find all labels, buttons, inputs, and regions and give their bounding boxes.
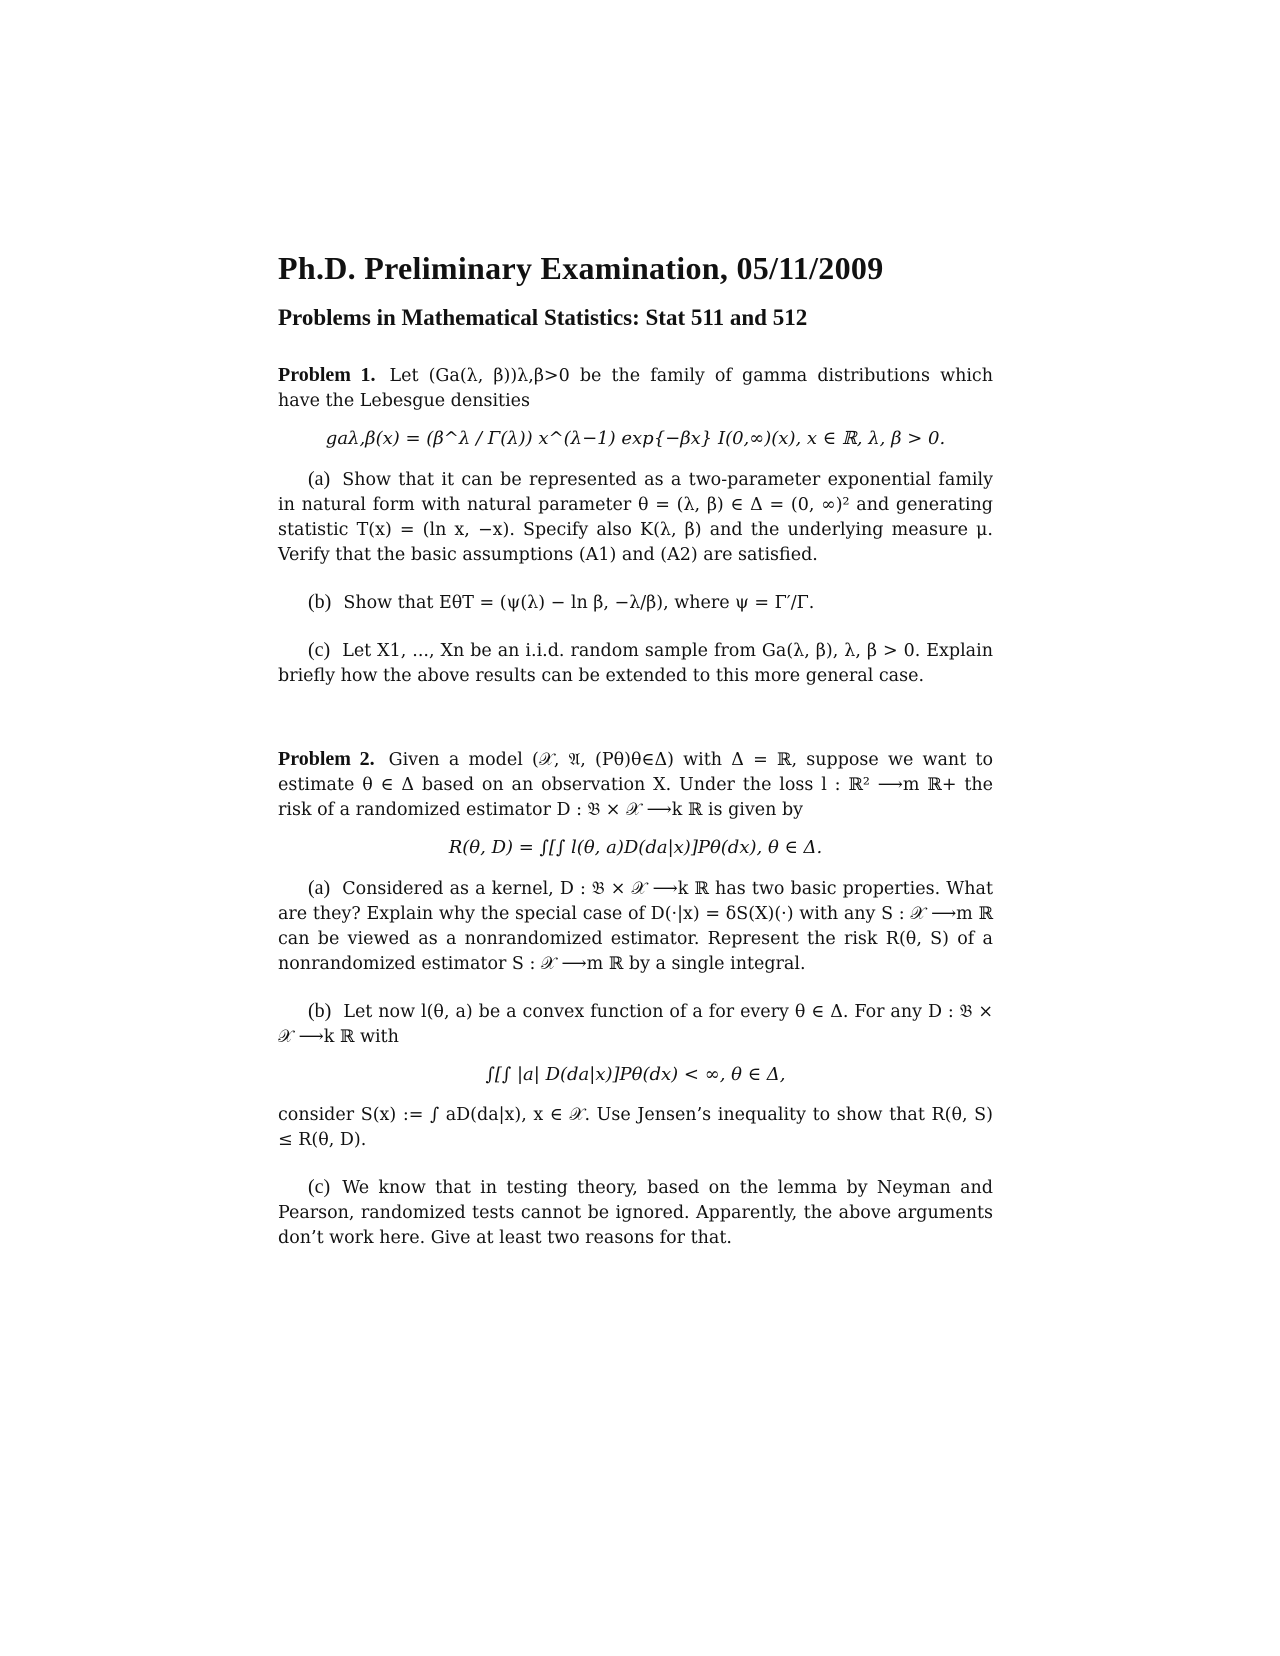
problem-1-part-a xyxy=(278,467,993,568)
problem-1-intro xyxy=(278,363,993,414)
problem-2-part-a-label: (a) xyxy=(308,877,331,899)
problem-2-heading: Problem 2. xyxy=(278,748,375,770)
problem-1-part-b-label: (b) xyxy=(308,591,332,613)
problem-1-part-a-label: (a) xyxy=(308,468,331,490)
problem-1-part-c-label: (c) xyxy=(308,639,331,661)
problem-1-intro-text: Let (Ga(λ, β))λ,β>0 be the family of gamma distributions which have the Lebesgue densities xyxy=(278,366,994,411)
problem-1-density-formula: gaλ,β(x) = (β^λ / Γ(λ)) x^(λ−1) exp{−βx} I(0,∞)(x), x ∈ ℝ, λ, β > 0. xyxy=(325,428,946,449)
problem-2-part-b-continued: consider S(x) := ∫ aD(da|x), x ∈ 𝒳. Use Jensen’s inequality to show that R(θ, S) ≤ R(θ, D). xyxy=(278,1105,993,1150)
problem-2-risk-formula: R(θ, D) = ∫[∫ l(θ, a)D(da|x)]Pθ(dx), θ ∈ Δ. xyxy=(448,837,823,858)
problem-1-part-a-text: Show that it can be represented as a two-parameter exponential family in natural form with natural parameter θ = (λ, β) ∈ Δ = (0, ∞)² and generating statistic T(x) = (ln x, −x). Specify also K(λ, β) and the underlying measure μ. Verify that the basic assumptions (A1) and (A2) are satisfied. xyxy=(278,470,993,565)
problem-2-part-a-text: Considered as a kernel, D : 𝔅 × 𝒳 ⟶k ℝ has two basic properties. What are they? Explain why the special case of D(·|x) = δS(X)(·) with any S : 𝒳 ⟶m ℝ can be viewed as a nonrandomized estimator. Represent the risk R(θ, S) of a nonrandomized estimator S : 𝒳 ⟶m ℝ by a single integral. xyxy=(278,879,993,974)
problem-2-part-b-label: (b) xyxy=(308,1000,332,1022)
page-title: Ph.D. Preliminary Examination, 05/11/2009 xyxy=(278,250,884,286)
problem-1-part-c xyxy=(278,638,993,689)
problem-2-part-b xyxy=(278,999,993,1050)
problem-2-part-b-text: Let now l(θ, a) be a convex function of a for every θ ∈ Δ. For any D : 𝔅 × 𝒳 ⟶k ℝ with xyxy=(278,1002,993,1047)
exam-page xyxy=(278,250,993,1251)
problem-1-heading: Problem 1. xyxy=(278,364,376,386)
problem-1 xyxy=(278,363,993,689)
problem-2-integrability-formula: ∫[∫ |a| D(da|x)]Pθ(dx) < ∞, θ ∈ Δ, xyxy=(485,1064,786,1085)
problem-2 xyxy=(278,747,993,1251)
problem-1-part-c-text: Let X1, ..., Xn be an i.i.d. random sample from Ga(λ, β), λ, β > 0. Explain briefly how the above results can be extended to this more general case. xyxy=(278,641,993,686)
problem-2-part-a xyxy=(278,876,993,977)
page-subtitle: Problems in Mathematical Statistics: Stat 511 and 512 xyxy=(278,305,808,330)
problem-2-intro-text: Given a model (𝒳, 𝔄, (Pθ)θ∈Δ) with Δ = ℝ, suppose we want to estimate θ ∈ Δ based on an observation X. Under the loss l : ℝ² ⟶m ℝ+ the risk of a randomized estimator D : 𝔅 × 𝒳 ⟶k ℝ is given by xyxy=(278,750,993,820)
problem-2-part-c-label: (c) xyxy=(308,1176,331,1198)
problem-1-part-b xyxy=(278,590,993,616)
problem-1-part-b-text: Show that EθT = (ψ(λ) − ln β, −λ/β), where ψ = Γ′/Γ. xyxy=(343,593,815,613)
problem-2-part-c-text: We know that in testing theory, based on the lemma by Neyman and Pearson, randomized tests cannot be ignored. Apparently, the above arguments don’t work here. Give at least two reasons for that. xyxy=(278,1178,993,1248)
problem-2-part-c xyxy=(278,1175,993,1251)
problem-2-intro xyxy=(278,747,993,823)
